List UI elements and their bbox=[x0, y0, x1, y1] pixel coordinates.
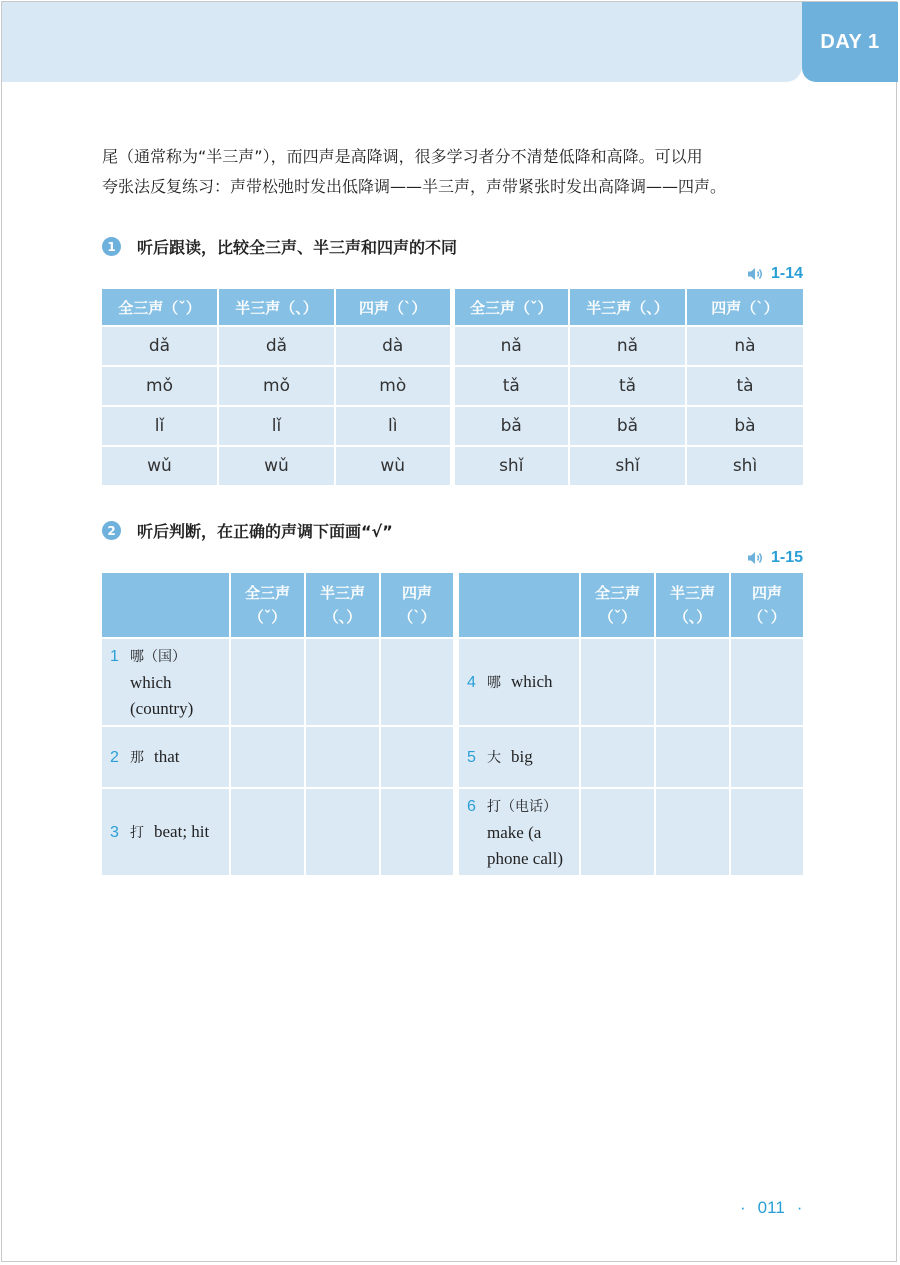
pinyin-cell: dǎ bbox=[218, 326, 335, 366]
answer-cell[interactable] bbox=[305, 726, 380, 788]
word-hanzi: 打 bbox=[130, 824, 144, 841]
tone-mark: （ˋ） bbox=[398, 608, 436, 626]
word-english-cont: (country) bbox=[130, 698, 194, 718]
word-english: which bbox=[130, 672, 172, 692]
pinyin-cell: mǒ bbox=[101, 366, 218, 406]
pinyin-cell: shǐ bbox=[452, 446, 569, 486]
section-2-heading: 听后判断，在正确的声调下面画“√” bbox=[137, 522, 393, 541]
pinyin-cell: nà bbox=[686, 326, 804, 366]
answer-cell[interactable] bbox=[580, 788, 655, 876]
word-cell bbox=[101, 638, 230, 726]
day-tab bbox=[802, 2, 898, 82]
tone-compare-table bbox=[100, 287, 805, 487]
intro-paragraph bbox=[102, 142, 804, 202]
audio-label: 1-15 bbox=[770, 549, 803, 566]
section-1-title bbox=[102, 235, 457, 258]
word-english: big bbox=[511, 746, 533, 766]
pinyin-cell: lǐ bbox=[101, 406, 218, 446]
page-number-value: 011 bbox=[757, 1198, 785, 1217]
word-hanzi: 大 bbox=[487, 749, 501, 766]
section-2-number: 2 bbox=[102, 521, 121, 540]
tone-name: 四声 bbox=[401, 584, 432, 602]
word-english: that bbox=[154, 746, 180, 766]
table-row bbox=[101, 446, 804, 486]
audio-label: 1-14 bbox=[770, 265, 803, 282]
word-hanzi: 哪（国） bbox=[130, 648, 186, 665]
word-hanzi: 那 bbox=[130, 749, 144, 766]
word-english: make (a bbox=[487, 822, 542, 842]
table-row bbox=[101, 788, 804, 876]
day-label: DAY 1 bbox=[820, 30, 880, 53]
pinyin-cell: tà bbox=[686, 366, 804, 406]
col-header: 四声（ˋ） bbox=[335, 288, 452, 326]
word-cell bbox=[456, 726, 580, 788]
col-header: 全三声（ˇ） bbox=[452, 288, 569, 326]
col-header bbox=[730, 572, 804, 638]
table-row bbox=[101, 638, 804, 726]
pinyin-cell: bǎ bbox=[452, 406, 569, 446]
pinyin-cell: bǎ bbox=[569, 406, 686, 446]
word-hanzi: 打（电话） bbox=[487, 798, 557, 815]
table-row bbox=[101, 326, 804, 366]
word-cell bbox=[456, 788, 580, 876]
word-cell bbox=[101, 788, 230, 876]
answer-cell[interactable] bbox=[230, 726, 305, 788]
tone-mark: （、） bbox=[673, 608, 712, 626]
answer-cell[interactable] bbox=[305, 788, 380, 876]
page-number bbox=[740, 1198, 802, 1218]
answer-cell[interactable] bbox=[655, 726, 730, 788]
col-header: 四声（ˋ） bbox=[686, 288, 804, 326]
word-col-header bbox=[456, 572, 580, 638]
audio-track-1-14[interactable] bbox=[747, 265, 803, 283]
word-english: which bbox=[511, 671, 553, 691]
answer-cell[interactable] bbox=[580, 638, 655, 726]
pinyin-cell: shǐ bbox=[569, 446, 686, 486]
item-number: 2 bbox=[110, 748, 119, 766]
pinyin-cell: nǎ bbox=[569, 326, 686, 366]
table-row bbox=[101, 726, 804, 788]
tone-judgment-table bbox=[100, 571, 805, 877]
item-number: 6 bbox=[467, 797, 476, 815]
word-cell bbox=[456, 638, 580, 726]
col-header bbox=[380, 572, 456, 638]
pinyin-cell: dǎ bbox=[101, 326, 218, 366]
pinyin-cell: wǔ bbox=[101, 446, 218, 486]
answer-cell[interactable] bbox=[655, 788, 730, 876]
col-header: 半三声（、） bbox=[218, 288, 335, 326]
item-number: 4 bbox=[467, 673, 476, 691]
pinyin-cell: bà bbox=[686, 406, 804, 446]
answer-cell[interactable] bbox=[305, 638, 380, 726]
tone-mark: （、） bbox=[323, 608, 362, 626]
tone-name: 半三声 bbox=[669, 584, 715, 602]
bullet-dot: · bbox=[740, 1198, 746, 1217]
word-english: beat; hit bbox=[154, 821, 210, 841]
item-number: 1 bbox=[110, 647, 119, 665]
header-band bbox=[2, 2, 802, 82]
pinyin-cell: lǐ bbox=[218, 406, 335, 446]
section-1-heading: 听后跟读，比较全三声、半三声和四声的不同 bbox=[137, 238, 458, 257]
answer-cell[interactable] bbox=[380, 638, 456, 726]
answer-cell[interactable] bbox=[380, 726, 456, 788]
col-header bbox=[230, 572, 305, 638]
word-hanzi: 哪 bbox=[487, 674, 501, 691]
speaker-icon bbox=[747, 551, 763, 565]
pinyin-cell: wù bbox=[335, 446, 452, 486]
tone-name: 全三声 bbox=[594, 584, 640, 602]
audio-track-1-15[interactable] bbox=[747, 549, 803, 567]
tone-name: 半三声 bbox=[319, 584, 365, 602]
pinyin-cell: shì bbox=[686, 446, 804, 486]
tone-name: 全三声 bbox=[244, 584, 290, 602]
pinyin-cell: dà bbox=[335, 326, 452, 366]
pinyin-cell: nǎ bbox=[452, 326, 569, 366]
tone-mark: （ˇ） bbox=[598, 608, 637, 626]
answer-cell[interactable] bbox=[580, 726, 655, 788]
tone-mark: （ˇ） bbox=[248, 608, 287, 626]
bullet-dot: · bbox=[796, 1198, 803, 1217]
tone-mark: （ˋ） bbox=[748, 608, 786, 626]
item-number: 5 bbox=[467, 748, 476, 766]
answer-cell[interactable] bbox=[230, 638, 305, 726]
section-2-title bbox=[102, 519, 393, 542]
col-header: 全三声（ˇ） bbox=[101, 288, 218, 326]
word-col-header bbox=[101, 572, 230, 638]
answer-cell[interactable] bbox=[730, 638, 804, 726]
col-header bbox=[305, 572, 380, 638]
table-row bbox=[101, 406, 804, 446]
item-number: 3 bbox=[110, 823, 119, 841]
pinyin-cell: mǒ bbox=[218, 366, 335, 406]
pinyin-cell: lì bbox=[335, 406, 452, 446]
pinyin-cell: tǎ bbox=[452, 366, 569, 406]
answer-cell[interactable] bbox=[730, 726, 804, 788]
word-cell bbox=[101, 726, 230, 788]
table-header-row bbox=[101, 572, 804, 638]
intro-line-2: 夸张法反复练习：声带松弛时发出低降调——半三声，声带紧张时发出高降调——四声。 bbox=[102, 177, 727, 196]
answer-cell[interactable] bbox=[230, 788, 305, 876]
col-header: 半三声（、） bbox=[569, 288, 686, 326]
col-header bbox=[580, 572, 655, 638]
speaker-icon bbox=[747, 267, 763, 281]
table-row bbox=[101, 366, 804, 406]
word-english-cont: phone call) bbox=[487, 848, 563, 868]
pinyin-cell: tǎ bbox=[569, 366, 686, 406]
col-header bbox=[655, 572, 730, 638]
table-header-row bbox=[101, 288, 804, 326]
tone-name: 四声 bbox=[751, 584, 782, 602]
pinyin-cell: mò bbox=[335, 366, 452, 406]
answer-cell[interactable] bbox=[655, 638, 730, 726]
answer-cell[interactable] bbox=[730, 788, 804, 876]
intro-line-1: 尾（通常称为“半三声”），而四声是高降调，很多学习者分不清楚低降和高降。可以用 bbox=[102, 147, 703, 166]
answer-cell[interactable] bbox=[380, 788, 456, 876]
pinyin-cell: wǔ bbox=[218, 446, 335, 486]
section-1-number: 1 bbox=[102, 237, 121, 256]
